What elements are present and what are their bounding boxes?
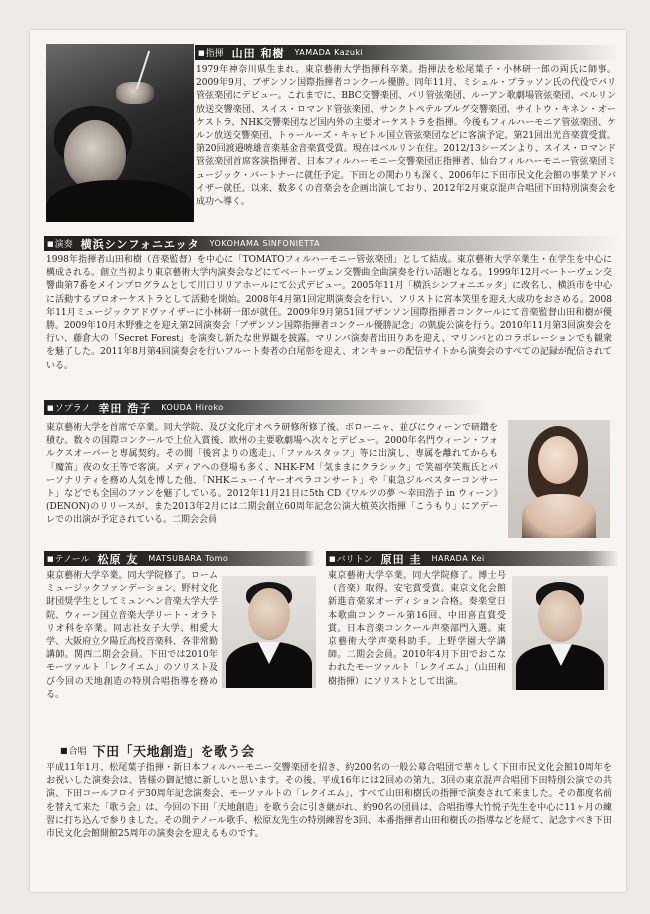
section-marker: ■ [329,554,336,563]
performer-name-roman: KOUDA Hiroko [161,403,224,412]
program-page [30,30,626,892]
portrait-yamada [46,44,194,222]
section-marker: ■ [47,239,54,248]
performer-name: 幸田 浩子 [98,401,152,415]
section-header-sinfonietta [44,236,621,251]
performer-name-roman: YAMADA Kazuki [294,48,364,57]
role-label: テノール [54,555,90,565]
bio-harada: 東京藝術大学卒業。同大学院修了。博士号（音楽）取得。安宅賞受賞。東京文化会館新進音楽家オーディション合格。奏楽堂日本歌曲コンクール第16回、中田喜直賞受賞。日本音楽コンクール声楽部門入選。東京藝術大学声楽科助手。上野学園大学講師。二期会会員。2010年4月下田でおこなわれたモーツァルト「レクイエム」（山田和樹指揮）にソリストとして出演。 [328,571,506,687]
section-header-choir [60,742,255,759]
section-marker: ■ [47,554,54,563]
performer-name: 原田 圭 [380,552,422,566]
role-label: 指揮 [205,49,224,59]
section-header-harada [326,551,619,566]
section-header-matsubara [44,551,315,566]
role-label: ソプラノ [54,404,91,414]
portrait-harada [512,576,608,690]
bio-sinfonietta: 1998年指揮者山田和樹（音楽監督）を中心に「TOMATOフィルハーモニー管弦楽団」として結成。東京藝術大学卒業生・在学生を中心に構成される。創立当初より東京藝術大学内演奏会などにてベートーヴェン交響曲全曲演奏を行い話題となる。1999年12月ベートーヴェン交響曲第7番をメインプログラムとして川口リリアホールにて公式デビュー。2005年11月「横浜シンフォニエッタ」に改名し、横浜市を中心に活動するプロオーケストラとして活動を開始。2008年4月第1回定期演奏会を行い、ソリストに宮本笑里を迎え大成功をおさめる。2008年11月ミュージックアドヴァイザーに小林研一郎が就任。2009年9月第51回ブザンソン国際指揮者コンクールにて音楽監督山田和樹が優勝。2009年10月木野雅之を迎え第2回演奏会「ブザンソン国際指揮者コンクール優勝記念」の凱旋公演を行う。2010年11月第3回演奏会を行い、藤倉大の「Secret Forest」を演奏し新たな世界観を披露。マリンバ演奏者出田りあを迎え、マリンバとのコラボレーションでも観衆を魅了した。2011年8月第4回演奏会を行いフルート奏者の白尾彰を迎え、オンキョーの配信サイトから演奏会のすべての記録が配信されている。 [46,255,612,371]
bio-yamada: 1979年神奈川県生まれ。東京藝術大学指揮科卒業。指揮法を松尾葉子・小林研一郎の両氏に師事。2009年9月、ブザンソン国際指揮者コンクール優勝。同年11月、ミシェル・プラッソン氏の代役でパリ管弦楽団にデビュー。これまでに、BBC交響楽団、パリ管弦楽団、ルーアン歌劇場管弦楽団、ベルリン放送交響楽団、スイス・ロマンド管弦楽団、サンクトペテルブルグ交響楽団、サイトウ・キネン・オーケストラ、NHK交響楽団など国内外の主要オーケストラを指揮。今後もフィルハーモニア管弦楽団、ケルン放送交響楽団、トゥールーズ・キャピトル国立管弦楽団などに客演予定。第21回出光音楽賞受賞。第20回渡邉曉雄音楽基金音楽賞受賞。現在はベルリン在住。2012/13シーズンより、スイス・ロマンド管弦楽団首席客演指揮者、日本フィルハーモニー交響楽団正指揮者、仙台フィルハーモニー管弦楽団ミュージック・パートナーに就任予定。下田との関わりも深く、2006年に下田市民文化会館の事業アドバイザー就任。以来、数多くの音楽会を企画出演しており、2012年2月東京混声合唱団下田特別演奏会を成功へ導く。 [196,65,616,208]
role-label: 演奏 [54,240,73,250]
bio-choir: 平成11年1月、松尾葉子指揮・新日本フィルハーモニー交響楽団を招き、約200名の一般公募合唱団で華々しく下田市民文化会館10周年をお祝いした演奏会は、皆様の御記憶に新しいと思います。その後、平成16年には2回めの第九、3回の東京混声合唱団下田特別公演での共演、下田コールフロイデ30周年記念演奏会、モーツァルトの「レクイエム」、すべて山田和樹氏の指揮で演奏されて来ました。その都度名前を替えて来た「歌う会」は、今回の下田「天地創造」を歌う会に引き継がれ、約90名の団員は、合唱指導大竹悦子先生を中心に11ヶ月の練習に打ち込んで参りました。その間テノール歌手、松原友先生の特別練習を3回、本番指揮者山田和樹氏の指導などを経て、記念すべき下田市民文化会館開館25周年の演奏会を迎えるものです。 [46,763,612,840]
role-label: 合唱 [68,747,87,757]
performer-name-roman: MATSUBARA Tomo [148,554,229,563]
choir-name: 下田「天地創造」を歌う会 [92,745,255,760]
performer-name: 横浜シンフォニエッタ [80,237,200,251]
bio-koda: 東京藝術大学を首席で卒業。同大学院、及び文化庁オペラ研修所修了後、ボローニャ、並びにウィーンで研鑽を積む。数々の国際コンクールで上位入賞後、欧州の主要歌劇場へ次々とデビュー。2000年名門ウィーン・フォルクスオーパーと専属契約。その間「後宮よりの逃走」、「ファルスタッフ」等に出演し、専属を離れてからも「魔笛」夜の女王等で客演。メディアへの登場も多く、NHK-FM「気ままにクラシック」で笑福亭笑瓶氏とパーソナリティを務め人気を博した他、「NHKニューイヤーオペラコンサート」や「東急ジルベスターコンサート」などでも全国のファンを魅了している。2012年11月21日に5th CD《ワルツの夢 ～幸田浩子 in ウィーン》(DENON)のリリースが、また2013年2月には二期会創立60周年記念公演大植英次指揮「こうもり」にアデーレでの出演が予定されている。二期会会員 [46,423,498,526]
bio-matsubara: 東京藝術大学卒業。同大学院修了。ロームミュージックファンデーション、野村文化財団奨学生としてミュンヘン音楽大学大学院、ウィーン国立音楽大学リート・オラトリオ科を卒業。同志社女子大学、相愛大学、大阪府立夕陽丘高校音楽科、各非常勤講師。関西二期会会員。下田では2010年モーツァルト「レクイエム」のソリスト及び今回の天地創造の特別合唱指導を務める。 [46,571,218,700]
performer-name-roman: HARADA Kei [431,554,485,563]
portrait-matsubara [222,576,316,688]
section-header-yamada [195,45,618,60]
section-marker: ■ [60,746,68,755]
role-label: バリトン [336,555,373,565]
section-header-koda [44,400,487,415]
section-marker: ■ [47,403,54,412]
portrait-koda [508,420,610,538]
section-marker: ■ [198,48,205,57]
performer-name: 松原 友 [97,552,139,566]
performer-name-roman: YOKOHAMA SINFONIETTA [209,239,321,248]
performer-name: 山田 和樹 [231,46,285,60]
